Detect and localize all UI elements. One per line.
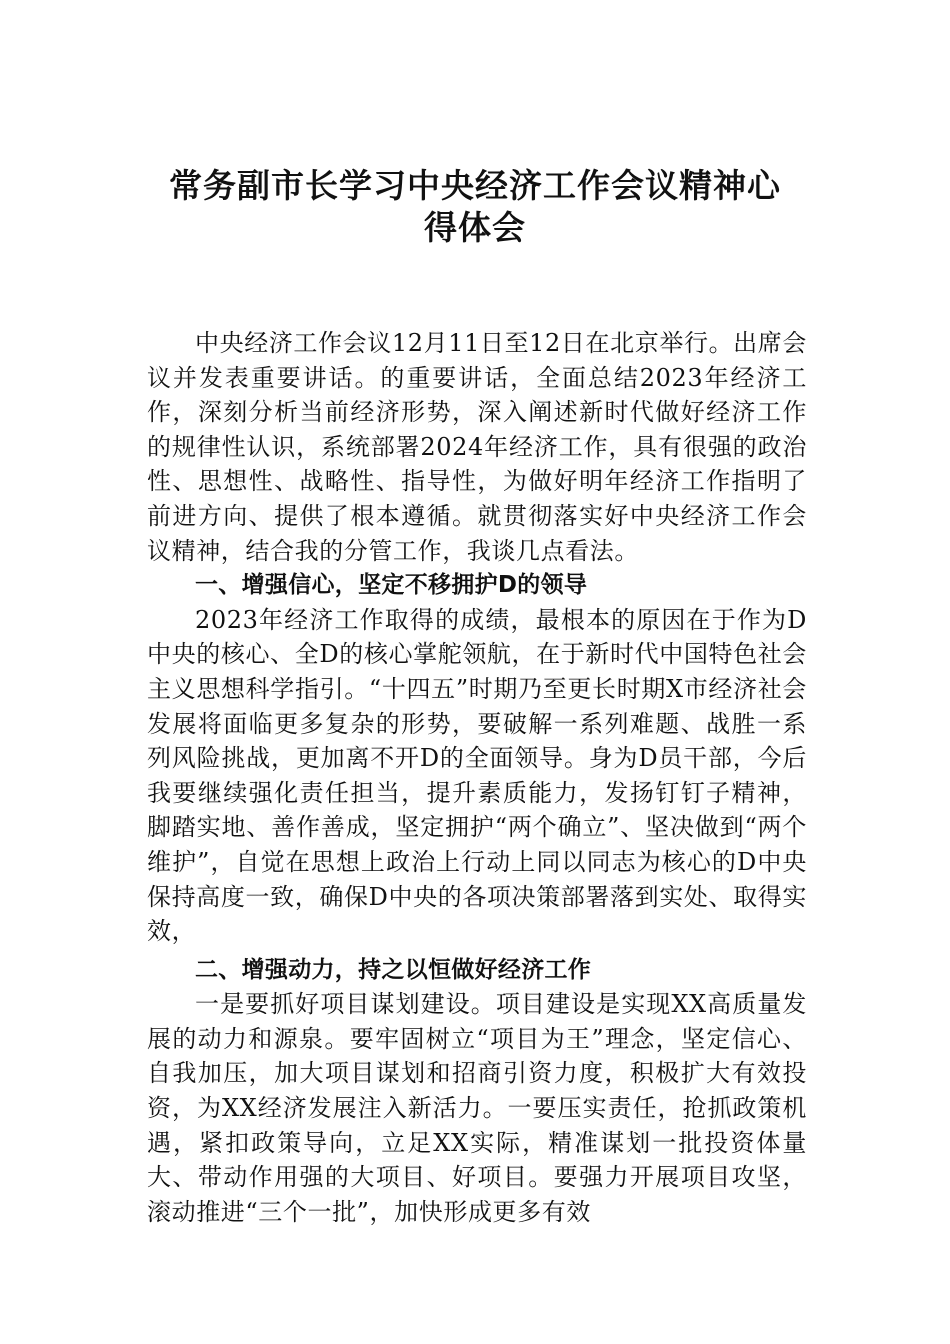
document-body	[147, 326, 807, 1229]
paragraph-section-1: 2023年经济工作取得的成绩，最根本的原因在于作为D中央的核心、全D的核心掌舵领航，在于新时代中国特色社会主义思想科学指引。“十四五”时期乃至更长时期X市经济社会发展将面临更多复杂的形势，要破解一系列难题、战胜一系列风险挑战，更加离不开D的全面领导。身为D员干部，今后我要继续强化责任担当，提升素质能力，发扬钉钉子精神，脚踏实地、善作善成，坚定拥护“两个确立”、坚决做到“两个维护”，自觉在思想上政治上行动上同以同志为核心的D中央保持高度一致，确保D中央的各项决策部署落到实处、取得实效，	[147, 605, 807, 946]
document-title-line-2: 得体会	[424, 208, 526, 247]
paragraph-intro: 中央经济工作会议12月11日至12日在北京举行。出席会议并发表重要讲话。的重要讲话，全面总结2023年经济工作，深刻分析当前经济形势，深入阐述新时代做好经济工作的规律性认识，系统部署2024年经济工作，具有很强的政治性、思想性、战略性、指导性，为做好明年经济工作指明了前进方向、提供了根本遵循。就贯彻落实好中央经济工作会议精神，结合我的分管工作，我谈几点看法。	[147, 329, 807, 565]
section-heading-1: 一、增强信心，坚定不移拥护D的领导	[195, 572, 588, 599]
section-heading-2: 二、增强动力，持之以恒做好经济工作	[195, 956, 592, 983]
document-title-line-1: 常务副市长学习中央经济工作会议精神心	[169, 166, 781, 205]
paragraph-section-2: 一是要抓好项目谋划建设。项目建设是实现XX高质量发展的动力和源泉。要牢固树立“项目为王”理念，坚定信心、自我加压，加大项目谋划和招商引资力度，积极扩大有效投资，为XX经济发展注入新活力。一要压实责任，抢抓政策机遇，紧扣政策导向，立足XX实际，精准谋划一批投资体量大、带动作用强的大项目、好项目。要强力开展项目攻坚，滚动推进“三个一批”，加快形成更多有效	[147, 990, 807, 1226]
